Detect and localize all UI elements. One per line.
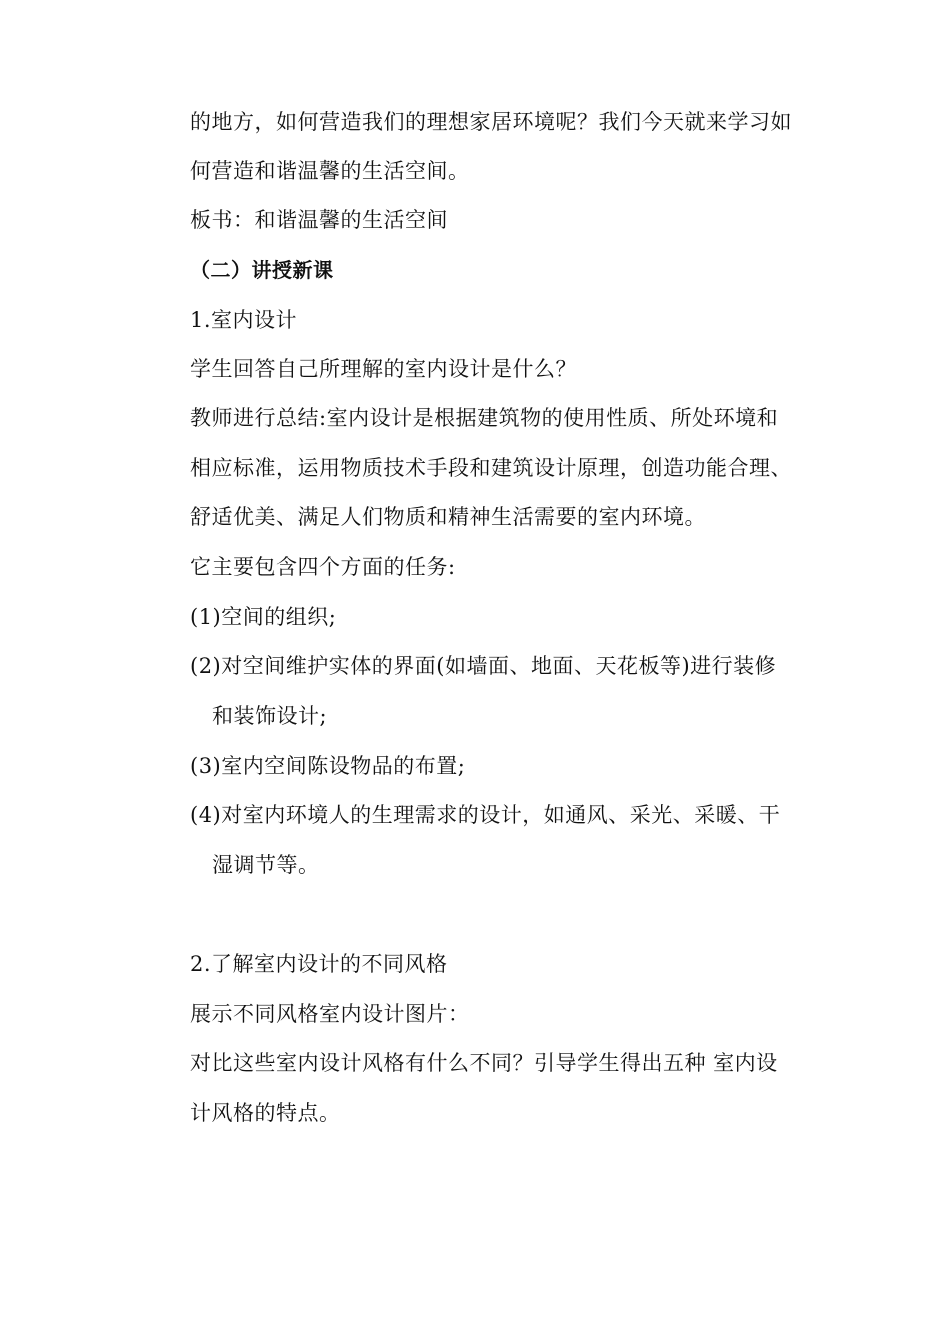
subheading-interior-design: 1.室内设计 — [190, 308, 298, 332]
list-item: (1)空间的组织; — [190, 605, 337, 629]
section-heading: （二）讲授新课 — [190, 258, 334, 282]
paragraph-line: 的地方，如何营造我们的理想家居环境呢？我们今天就来学习如 — [190, 110, 792, 134]
paragraph-line: 学生回答自己所理解的室内设计是什么？ — [190, 357, 577, 381]
list-item: (4)对室内环境人的生理需求的设计，如通风、采光、采暖、干 — [190, 803, 781, 827]
paragraph-line: 计风格的特点。 — [190, 1101, 341, 1125]
paragraph-line: 展示不同风格室内设计图片： — [190, 1002, 470, 1026]
paragraph-line: 教师进行总结:室内设计是根据建筑物的使用性质、所处环境和 — [190, 406, 779, 430]
blackboard-title: 板书：和谐温馨的生活空间 — [190, 208, 448, 232]
paragraph-line: 相应标准，运用物质技术手段和建筑设计原理，创造功能合理、 — [190, 456, 792, 480]
list-item-continuation: 和装饰设计; — [212, 704, 328, 728]
list-item: (2)对空间维护实体的界面(如墙面、地面、天花板等)进行装修 — [190, 654, 777, 678]
subheading-styles: 2.了解室内设计的不同风格 — [190, 952, 448, 976]
list-item: (3)室内空间陈设物品的布置; — [190, 754, 466, 778]
paragraph-line: 何营造和谐温馨的生活空间。 — [190, 159, 470, 183]
paragraph-line: 舒适优美、满足人们物质和精神生活需要的室内环境。 — [190, 505, 706, 529]
paragraph-line: 对比这些室内设计风格有什么不同？引导学生得出五种 室内设 — [190, 1051, 778, 1075]
paragraph-line: 它主要包含四个方面的任务: — [190, 555, 456, 579]
list-item-continuation: 湿调节等。 — [212, 853, 320, 877]
